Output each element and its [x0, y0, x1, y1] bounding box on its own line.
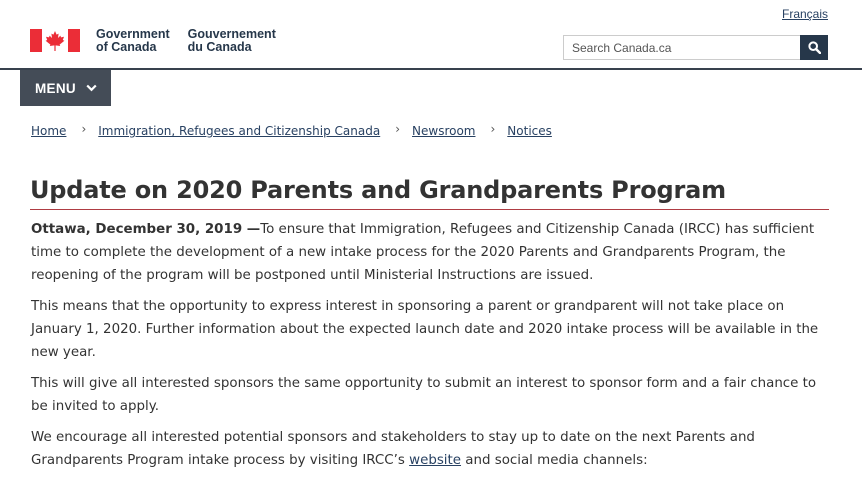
canada-flag-icon: [30, 29, 80, 52]
search-input[interactable]: Search Canada.ca: [563, 35, 801, 60]
paragraph-4: [31, 426, 831, 472]
breadcrumb-ircc[interactable]: Immigration, Refugees and Citizenship Canada: [98, 124, 381, 138]
header-divider: [0, 68, 862, 70]
paragraph-1: [31, 218, 831, 287]
breadcrumb: [31, 124, 552, 138]
signature-en-line1: Government: [96, 27, 170, 41]
title-underline: [30, 209, 829, 210]
government-signature[interactable]: [30, 28, 276, 54]
menu-button[interactable]: [20, 70, 111, 106]
signature-fr-line1: Gouvernement: [187, 27, 276, 41]
signature-french: [188, 28, 276, 54]
paragraph-4-text: We encourage all interested potential sponsors and stakeholders to stay up to date on the next Parents and Grandparents Program intake process by visiting IRCC’s: [31, 430, 755, 468]
article-body: [31, 218, 831, 480]
menu-label: MENU: [35, 80, 76, 96]
breadcrumb-notices[interactable]: Notices: [507, 124, 552, 138]
paragraph-1-text: To ensure that Immigration, Refugees and Citizenship Canada (IRCC) has sufficient time to complete the development of a new intake process for the 2020 Parents and Grandparents Program, the reopening of the program will be postponed until Ministerial Instructions are issued.: [31, 222, 815, 283]
search-button[interactable]: [800, 35, 828, 60]
breadcrumb-home[interactable]: Home: [31, 124, 67, 138]
paragraph-4-end: and social media channels:: [461, 453, 648, 468]
page-title: Update on 2020 Parents and Grandparents Program: [30, 176, 726, 204]
search-icon: [808, 41, 821, 54]
language-toggle-link[interactable]: Français: [782, 7, 829, 21]
paragraph-3: This will give all interested sponsors the same opportunity to submit an interest to sponsor form and a fair chance to be invited to apply.: [31, 376, 817, 414]
chevron-right-icon: ›: [395, 122, 401, 136]
chevron-right-icon: ›: [81, 122, 87, 136]
website-link[interactable]: website: [409, 453, 462, 468]
dateline: Ottawa, December 30, 2019 —: [31, 222, 261, 237]
signature-english: [96, 28, 170, 54]
chevron-right-icon: ›: [490, 122, 496, 136]
signature-en-line2: of Canada: [96, 40, 157, 54]
signature-fr-line2: du Canada: [187, 40, 252, 54]
paragraph-2: This means that the opportunity to express interest in sponsoring a parent or grandparent will not take place on January 1, 2020. Further information about the expected launch date and 2020 intake process will be available in the new year.: [31, 299, 819, 360]
chevron-down-icon: [86, 84, 97, 92]
breadcrumb-newsroom[interactable]: Newsroom: [412, 124, 476, 138]
